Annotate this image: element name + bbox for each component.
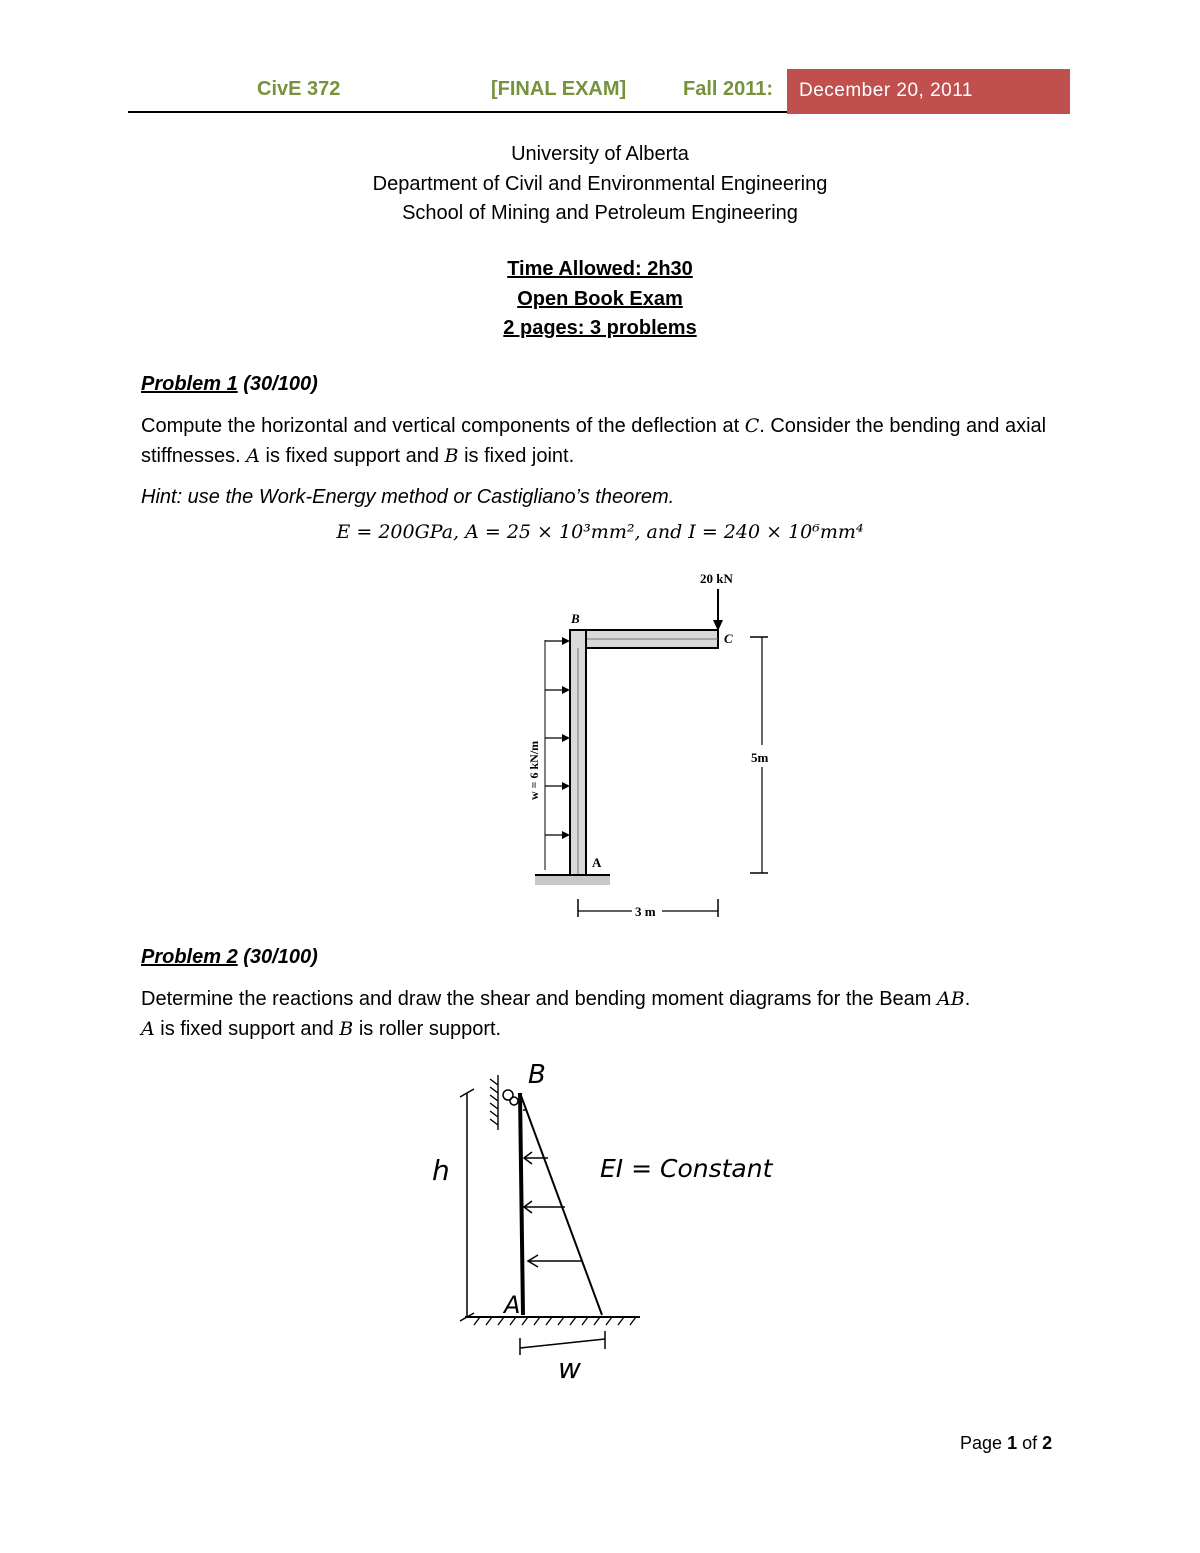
problem2-text-b: .: [964, 988, 971, 1010]
height-label: 5m: [751, 750, 769, 765]
university-name: University of Alberta: [511, 143, 689, 165]
department-name: Department of Civil and Environmental Engineering: [372, 172, 828, 195]
institution-block: [0, 143, 1200, 232]
header-date: December 20, 2011: [787, 69, 1070, 114]
problem2-var-a: A: [141, 1018, 155, 1040]
problem1-heading: [141, 373, 318, 396]
header-rule: [128, 111, 787, 113]
dim-w-line: [520, 1339, 605, 1348]
problem1-var-a: A: [246, 445, 260, 467]
label-h: h: [432, 1154, 450, 1187]
problem1-text-c: is fixed support and: [265, 445, 439, 467]
page-footer: [960, 1433, 1052, 1454]
footer-of-word: of: [1022, 1433, 1038, 1453]
ground-support: [535, 875, 610, 885]
span-label: 3 m: [635, 904, 656, 919]
problem2-var-ab: AB: [937, 988, 965, 1010]
problem1-title: Problem 1: [141, 373, 238, 395]
problem1-text-a: Compute the horizontal and vertical components of the deflection at: [141, 415, 740, 437]
header-exam-title: [FINAL EXAM]: [491, 78, 627, 100]
label-ei: EI = Constant: [600, 1154, 773, 1183]
problem1-properties: E = 200GPa, A = 25 × 10³mm², and I = 240 × 10⁶mm⁴: [336, 521, 864, 543]
exam-type: Open Book Exam: [517, 287, 683, 310]
problem2-heading: [141, 946, 318, 969]
problem1-score: (30/100): [243, 373, 318, 395]
label-w: w: [558, 1352, 581, 1385]
frame-figure: [500, 565, 800, 935]
problem1-hint: Hint: use the Work-Energy method or Castigliano’s theorem.: [141, 486, 675, 508]
label-c: C: [724, 631, 733, 646]
label-a: A: [592, 855, 602, 870]
problem1-var-c: C: [744, 415, 760, 437]
load-arrow: [528, 1255, 583, 1267]
label-a: A: [504, 1291, 521, 1319]
load-arrow: [524, 1201, 565, 1213]
problem1-var-b: B: [444, 445, 459, 467]
header-term: Fall 2011:: [683, 78, 774, 100]
problem2-var-b: B: [339, 1018, 354, 1040]
problem2-text-d: is roller support.: [358, 1018, 502, 1040]
problem1-text-b: . Consider the bending and axial stiffnesses.: [141, 415, 1047, 467]
problem1-text-d: is fixed joint.: [464, 445, 575, 467]
beam-figure: [420, 1055, 800, 1385]
problem2-text-c: is fixed support and: [160, 1018, 334, 1040]
problem2-text-a: Determine the reactions and draw the shear and bending moment diagrams for the Beam: [141, 988, 932, 1010]
exam-info-block: [0, 258, 1200, 347]
roller-support: [510, 1097, 518, 1105]
school-name: School of Mining and Petroleum Engineering: [402, 202, 798, 224]
load-arrow: [545, 782, 570, 790]
beam-ab: [520, 1093, 523, 1315]
exam-pages: 2 pages: 3 problems: [503, 317, 697, 339]
load-arrow: [524, 1152, 548, 1164]
problem1-statement: [141, 411, 1071, 471]
load-envelope: [520, 1093, 602, 1315]
problem2-title: Problem 2: [141, 946, 238, 968]
load-arrow: [545, 831, 570, 839]
problem2-statement: [141, 984, 1071, 1044]
header-course: CivE 372: [257, 78, 341, 100]
ground-hatching: [474, 1317, 636, 1325]
footer-page-word: Page: [960, 1433, 1003, 1453]
label-b: B: [571, 611, 580, 626]
load-arrow: [545, 637, 570, 645]
problem2-score: (30/100): [243, 946, 318, 968]
footer-page-number: 1: [1007, 1433, 1018, 1453]
triangular-load-arrows: [523, 1110, 583, 1267]
distributed-load-label: w = 6 kN/m: [527, 740, 541, 800]
load-arrow: [545, 734, 570, 742]
load-label: 20 kN: [700, 571, 733, 586]
label-b: B: [528, 1060, 546, 1090]
load-arrow: [545, 686, 570, 694]
wall-hatching: [490, 1075, 498, 1130]
footer-page-total: 2: [1042, 1433, 1053, 1453]
distributed-load-arrows: [545, 637, 570, 839]
time-allowed: Time Allowed: 2h30: [507, 258, 693, 280]
